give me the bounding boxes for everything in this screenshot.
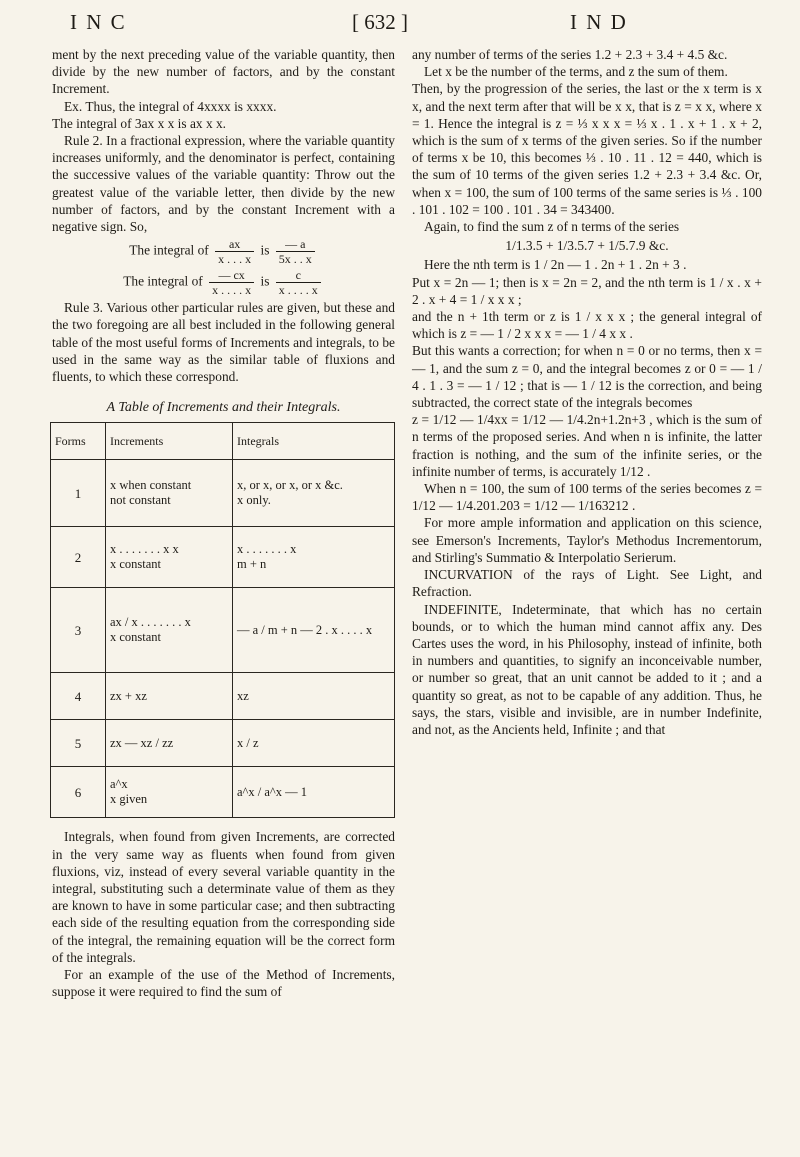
page-number: [ 632 ] <box>352 10 408 34</box>
running-header <box>0 10 800 38</box>
left-column <box>52 46 395 1000</box>
column-header: Integrals <box>233 423 395 460</box>
rule-3-text: Rule 3. Various other particular rules are given, but these and the two foregoing are all best included in the following general table of the most useful forms of Increments and integrals, to be used in the same way as the similar table of fluxions and fluents, to which these correspond. <box>52 300 395 385</box>
paragraph: Put x = 2n — 1; then is x = 2n = 2, and the nth term is 1 / x . x + 2 . x + 4 = 1 / x x x ; <box>412 274 762 307</box>
paragraph: For more ample information and application on this science, see Emerson's Increments, Taylor's Methodus Incrementorum, and Stirling's Summatio & Interpolatio Serierum. <box>412 515 762 565</box>
column-header: Forms <box>51 423 106 460</box>
paragraph: Again, to find the sum z of n terms of the series <box>424 219 680 235</box>
header-left: I N C <box>70 10 127 34</box>
table-row: 3 ax / x . . . . . . . x x constant — a / m + n — 2 . x . . . . x <box>51 588 395 673</box>
paragraph: any number of terms of the series 1.2 + 2.3 + 3.4 + 4.5 &c. <box>412 47 728 62</box>
example-text: Ex. Thus, the integral of 4xxxx is xxxx. <box>64 98 277 114</box>
table-row: 1 x when constant not constant x, or x, or x, or x &c. x only. <box>51 460 395 527</box>
rule-2-text: Rule 2. In a fractional expression, where the variable quantity increases uniformly, and the denominator is perfect, containing the successive values of the variable quantity: Throw out the greatest value of the variable letter, then divide by the new number of factors, and by the constant Increment with a negative sign. So, <box>52 133 395 235</box>
paragraph: Integrals, when found from given Increments, are corrected in the very same way as fluents when found from given fluxions, viz, instead of every several variable quantity in the integral, substituting such a determinate value of them as they are known to have in some particular case; and then subtracting each side of the resulting equation from the corresponding side of the integral, the remaining equation will be the correct form of the integrals. <box>52 829 395 965</box>
paragraph: Let x be the number of the terms, and z the sum of them. <box>424 64 728 80</box>
table-row: 6 a^x x given a^x / a^x — 1 <box>51 767 395 818</box>
column-header: Increments <box>106 423 233 460</box>
dictionary-entry: INDEFINITE, Indeterminate, that which has no certain bounds, or to which the human mind cannot affix any. Des Cartes uses the word, in his Philosophy, instead of infinite, both in numbers and quantities, to signify an inconceivable number, or number so great, that an unit cannot be added to it ; and a quantity so great, as not to be capable of any addition. Thus, he says, the stars, visible and invisible, are in number Indefinite, and not, as the Ancients held, Infinite ; and that <box>412 601 762 737</box>
series-formula: 1/1.3.5 + 1/3.5.7 + 1/5.7.9 &c. <box>505 238 669 254</box>
table-row: 2 x . . . . . . . x x x constant x . . . . . . . x m + n <box>51 527 395 588</box>
right-column <box>412 46 762 738</box>
paragraph: For an example of the use of the Method of Increments, suppose it were required to find the sum of <box>52 967 395 1000</box>
table-row: 5 zx — xz / zz x / z <box>51 720 395 767</box>
formula: The integral of $\frac{— cx}{x . . . . x}$ is $\frac{c}{x . . . . x}$ <box>52 268 395 297</box>
paragraph: Here the nth term is 1 / 2n — 1 . 2n + 1 . 2n + 3 . <box>424 257 687 273</box>
table-title: A Table of Increments and their Integrals. <box>106 400 341 416</box>
paragraph: ment by the next preceding value of the variable quantity, then divide by the new number of factors, and by the constant Increment. <box>52 47 395 97</box>
increments-table <box>50 422 395 818</box>
formula: The integral of $\frac{ax}{x . . . x}$ is $\frac{— a}{5x . . x}$ <box>52 237 395 266</box>
paragraph: When n = 100, the sum of 100 terms of the series becomes z = 1/12 — 1/4.201.203 = 1/12 — 1/163212 . <box>412 481 762 514</box>
paragraph: z = 1/12 — 1/4xx = 1/12 — 1/4.2n+1.2n+3 , which is the sum of n terms of the proposed series. And when n is infinite, the latter fraction is nothing, and the sum of the infinite series, or the infinite number of terms, is accurately 1/12 . <box>412 412 762 479</box>
paragraph: and the n + 1th term or z is 1 / x x x ; the general integral of which is z = — 1 / 2 x x x = — 1 / 4 x x . <box>412 309 762 342</box>
example-text: The integral of 3ax x x is ax x x. <box>52 115 227 131</box>
paragraph: Then, by the progression of the series, the last or the x term is x x, and the next term after that will be x x, that is z = x x, where x = 1. Hence the integral is z = ⅓ x x x = ⅓ x . 1 . x + 1 . x + 2, which is the sum of x terms of the given series. So if the number of terms x be 10, this becomes ⅓ . 10 . 11 . 12 = 440, which is the sum of 10 terms of the given series 1.2 + 2.3 + 3.4 &c. Or, when x = 100, the sum of 100 terms of the same series is ⅓ . 100 . 101 . 102 = 100 . 101 . 34 = 343400. <box>412 81 762 217</box>
table-row: 4 zx + xz xz <box>51 673 395 720</box>
header-right: I N D <box>570 10 628 34</box>
dictionary-entry: INCURVATION of the rays of Light. See Light, and Refraction. <box>412 567 762 600</box>
paragraph: But this wants a correction; for when n = 0 or no terms, then x = — 1, and the sum z = 0, and the integral becomes z or 0 = — 1 / 4 . 1 . 3 = — 1 / 12 ; that is — 1 / 12 is the correction, and being subtracted, the correct state of the integrals becomes <box>412 343 762 411</box>
